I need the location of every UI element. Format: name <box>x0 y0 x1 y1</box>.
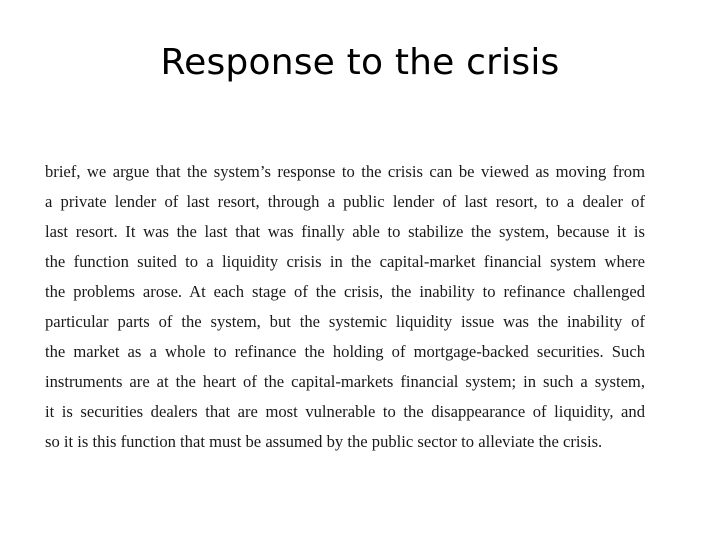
excerpt-line-7: the market as a whole to refinance the holding of mortgage-backed securities. Such <box>45 342 645 361</box>
excerpt-line-6: particular parts of the system, but the systemic liquidity issue was the inability of <box>45 312 645 331</box>
excerpt-line-5: the problems arose. At each stage of the crisis, the inability to refinance challenged <box>45 282 645 301</box>
excerpt-line-8: instruments are at the heart of the capital-markets financial system; in such a system, <box>45 372 645 391</box>
excerpt-line-10: so it is this function that must be assumed by the public sector to alleviate the crisis. <box>45 432 603 451</box>
slide-title: Response to the crisis <box>160 42 560 83</box>
excerpt-line-2: a private lender of last resort, through a public lender of last resort, to a dealer of <box>45 192 645 211</box>
excerpt-line-1: brief, we argue that the system’s response to the crisis can be viewed as moving from <box>45 162 645 181</box>
text-excerpt <box>45 157 645 457</box>
excerpt-line-3: last resort. It was the last that was finally able to stabilize the system, because it is <box>45 222 645 241</box>
excerpt-line-4: the function suited to a liquidity crisis in the capital-market financial system where <box>45 252 645 271</box>
excerpt-line-9: it is securities dealers that are most vulnerable to the disappearance of liquidity, and <box>45 402 645 421</box>
